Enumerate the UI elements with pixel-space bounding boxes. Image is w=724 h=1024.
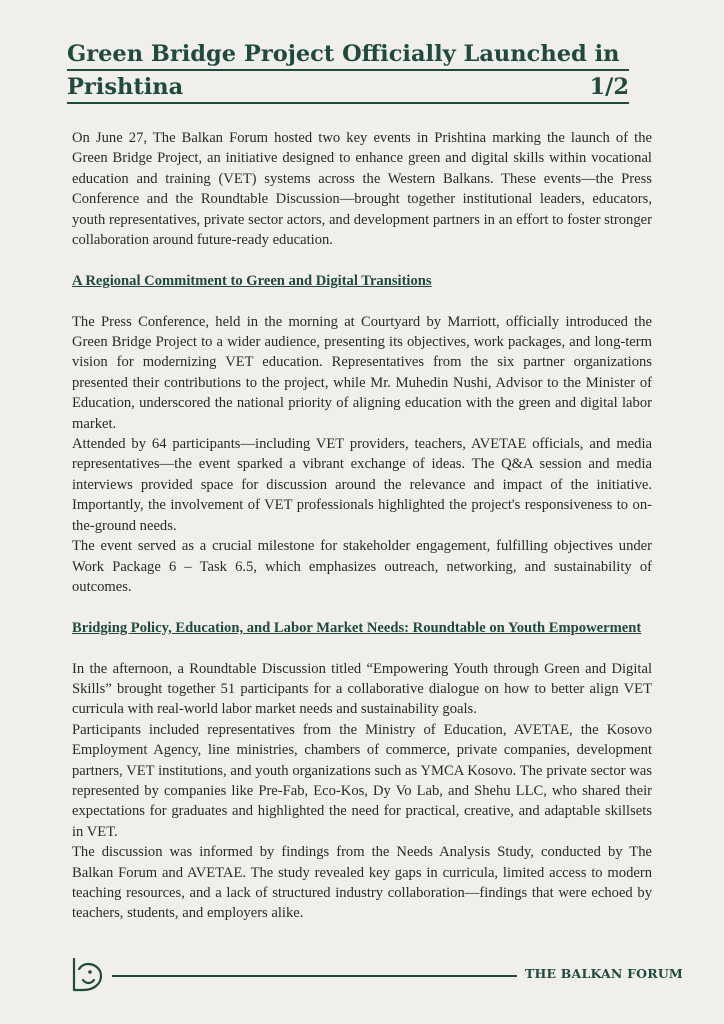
title-text-2: Prishtina — [67, 74, 184, 100]
article-body — [72, 128, 652, 924]
section-1-heading: A Regional Commitment to Green and Digital Transitions — [72, 272, 432, 289]
section-1-paragraph: The event served as a crucial milestone for stakeholder engagement, fulfilling objectives under Work Package 6 – Task 6.5, which emphasizes outreach, networking, and sustainability of outcomes. — [72, 538, 652, 595]
title-line-1: Green Bridge Project Officially Launched in — [67, 38, 629, 71]
title-line-2 — [67, 71, 629, 104]
page-indicator: 1/2 — [589, 74, 629, 100]
section-1-paragraph: The Press Conference, held in the morning at Courtyard by Marriott, officially introduced the Green Bridge Project to a wider audience, presenting its objectives, work packages, and long-term vision for modernizing VET education. Representatives from the six partner organizations presented their contributions to the project, while Mr. Muhedin Nushi, Advisor to the Minister of Education, underscored the national priority of aligning education with the green and digital labor market. — [72, 313, 652, 432]
footer-organization: THE BALKAN FORUM — [525, 966, 683, 981]
page-title — [67, 38, 629, 104]
section-2-heading: Bridging Policy, Education, and Labor Market Needs: Roundtable on Youth Empowerment — [72, 619, 642, 636]
section-2-paragraph: Participants included representatives from the Ministry of Education, AVETAE, the Kosovo Employment Agency, line ministries, chambers of commerce, private companies, development partners, VET institutions, and youth organizations such as YMCA Kosovo. The private sector was represented by companies like Pre-Fab, Eco-Kos, Dy Vo Lab, and Shehu LLC, who shared their expectations for graduates and highlighted the need for practical, creative, and adaptable skillsets in VET. — [72, 721, 652, 840]
section-1-paragraph: Attended by 64 participants—including VET providers, teachers, AVETAE officials, and media representatives—the event sparked a vibrant exchange of ideas. The Q&A session and media interviews provided space for discussion around the relevance and impact of the initiative. Importantly, the involvement of VET professionals highlighted the project's responsiveness to on-the-ground needs. — [72, 436, 652, 534]
section-2-paragraph: The discussion was informed by findings from the Needs Analysis Study, conducted by The Balkan Forum and AVETAE. The study revealed key gaps in curricula, limited access to modern teaching resources, and a lack of structured industry collaboration—findings that were echoed by teachers, students, and employers alike. — [72, 844, 652, 922]
intro-paragraph: On June 27, The Balkan Forum hosted two key events in Prishtina marking the launch of the Green Bridge Project, an initiative designed to enhance green and digital skills within vocational education and training (VET) systems across the Western Balkans. These events—the Press Conference and the Roundtable Discussion—brought together institutional leaders, educators, youth representatives, private sector actors, and development partners in an effort to foster stronger collaboration around future-ready education. — [72, 130, 652, 249]
balkan-forum-logo-icon — [70, 956, 104, 994]
section-2-paragraph: In the afternoon, a Roundtable Discussion titled “Empowering Youth through Green and Digital Skills” brought together 51 participants for a collaborative dialogue on how to better align VET curricula with real-world labor market needs and sustainability goals. — [72, 660, 652, 718]
footer-divider — [112, 975, 517, 977]
